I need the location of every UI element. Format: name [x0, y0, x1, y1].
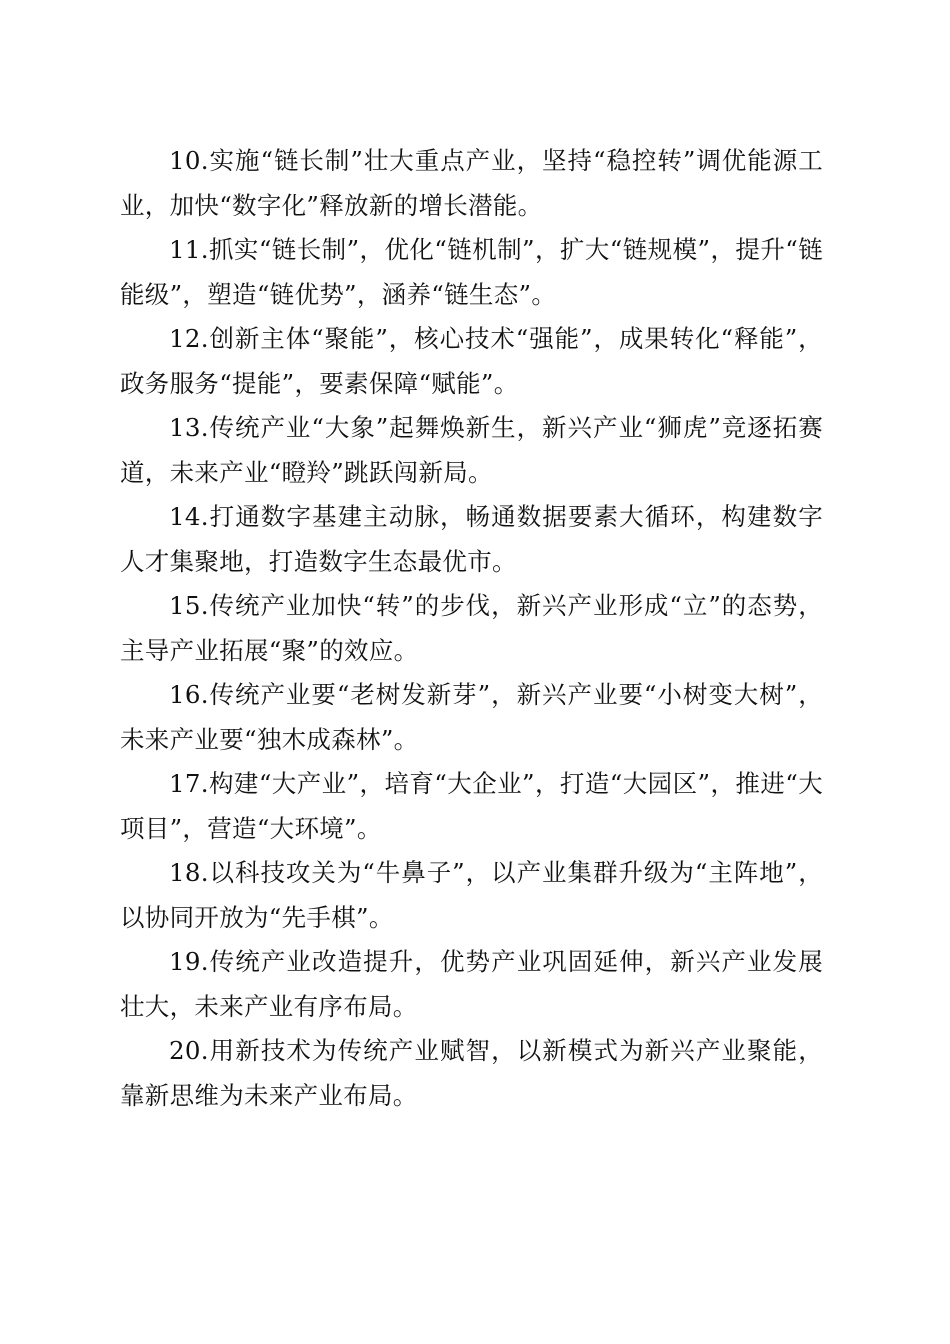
paragraph-16: 16.传统产业要“老树发新芽”，新兴产业要“小树变大树”，未来产业要“独木成森林”。 [120, 680, 823, 754]
paragraph-14: 14.打通数字基建主动脉，畅通数据要素大循环，构建数字人才集聚地，打造数字生态最优市。 [120, 502, 823, 576]
paragraph-18: 18.以科技攻关为“牛鼻子”，以产业集群升级为“主阵地”，以协同开放为“先手棋”。 [120, 858, 823, 932]
paragraph-15: 15.传统产业加快“转”的步伐，新兴产业形成“立”的态势，主导产业拓展“聚”的效应。 [120, 591, 823, 665]
paragraph-20: 20.用新技术为传统产业赋智，以新模式为新兴产业聚能，靠新思维为未来产业布局。 [120, 1036, 823, 1110]
paragraph-17: 17.构建“大产业”，培育“大企业”，打造“大园区”，推进“大项目”，营造“大环境”。 [120, 769, 823, 843]
paragraph-11: 11.抓实“链长制”，优化“链机制”，扩大“链规模”，提升“链能级”，塑造“链优势”，涵养“链生态”。 [120, 235, 823, 309]
paragraph-12: 12.创新主体“聚能”，核心技术“强能”，成果转化“释能”，政务服务“提能”，要素保障“赋能”。 [120, 324, 823, 398]
paragraph-19: 19.传统产业改造提升，优势产业巩固延伸，新兴产业发展壮大，未来产业有序布局。 [120, 947, 823, 1021]
document-body [120, 139, 823, 1118]
paragraph-10: 10.实施“链长制”壮大重点产业，坚持“稳控转”调优能源工业，加快“数字化”释放新的增长潜能。 [120, 146, 823, 220]
paragraph-13: 13.传统产业“大象”起舞焕新生，新兴产业“狮虎”竞逐拓赛道，未来产业“瞪羚”跳跃闯新局。 [120, 413, 823, 487]
